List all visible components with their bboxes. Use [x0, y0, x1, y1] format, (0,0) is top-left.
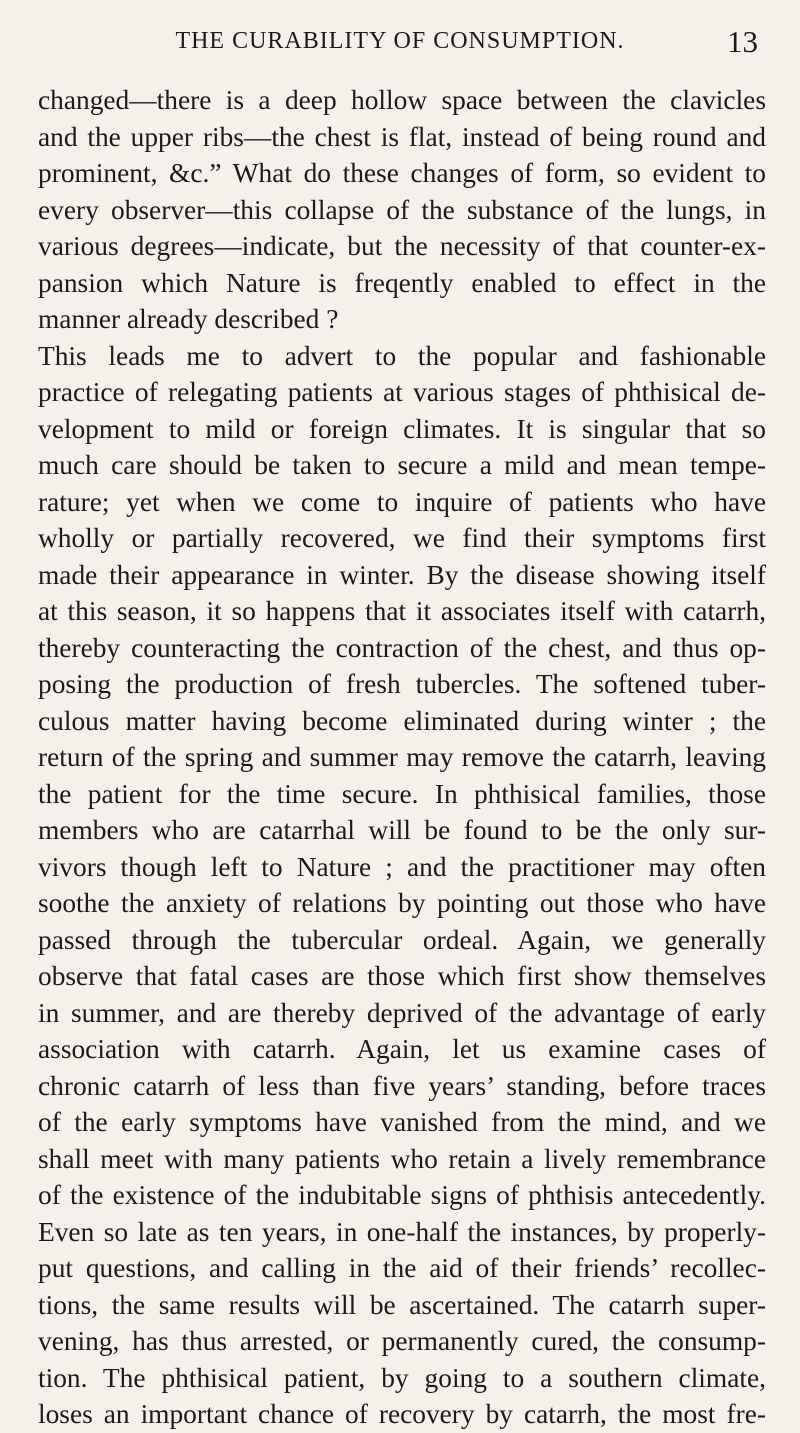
text-line: pansion which Nature is freqently enabled to effect in the [38, 267, 766, 298]
text-line: observe that fatal cases are those which first show themselves [38, 961, 766, 991]
text-line: of the early symptoms have vanished from the mind, and we [38, 1107, 766, 1137]
page-number: 13 [727, 24, 758, 59]
text-line: soothe the anxiety of relations by pointing out those who have [38, 888, 766, 918]
text-line: put questions, and calling in the aid of their friends’ recollec- [38, 1253, 766, 1283]
text-line: practice of relegating patients at various stages of phthisical de- [38, 377, 766, 407]
text-line: rature; yet when we come to inquire of patients who have [38, 486, 766, 517]
running-title: THE CURABILITY OF CONSUMPTION. [175, 28, 625, 54]
text-line: and the upper ribs—the chest is flat, instead of being round and [38, 121, 766, 152]
text-line: tions, the same results will be ascertained. The catarrh super- [38, 1289, 766, 1320]
text-line: much care should be taken to secure a mild and mean tempe- [38, 450, 766, 480]
text-line: chronic catarrh of less than five years’ standing, before traces [38, 1070, 766, 1101]
running-head [40, 24, 760, 68]
text-line: return of the spring and summer may remove the catarrh, leaving [38, 742, 766, 772]
text-line: This leads me to advert to the popular and fashionable [38, 340, 766, 371]
text-line: Even so late as ten years, in one-half the instances, by properly- [38, 1216, 766, 1247]
body-text [38, 82, 766, 1433]
text-line: at this season, it so happens that it associates itself with catarrh, [38, 596, 766, 626]
text-line: manner already described ? [38, 304, 339, 334]
text-line: the patient for the time secure. In phthisical families, those [38, 778, 766, 809]
text-line: wholly or partially recovered, we find their symptoms first [38, 523, 766, 553]
text-line: thereby counteracting the contraction of the chest, and thus op- [38, 632, 766, 663]
text-line: members who are catarrhal will be found to be the only sur- [38, 815, 766, 845]
text-line: tion. The phthisical patient, by going to a southern climate, [38, 1362, 766, 1393]
text-line: every observer—this collapse of the substance of the lungs, in [38, 194, 766, 225]
text-line: prominent, &c.” What do these changes of form, so evident to [38, 158, 766, 188]
text-line: association with catarrh. Again, let us examine cases of [38, 1034, 766, 1064]
text-line: changed—there is a deep hollow space between the clavicles [38, 85, 766, 115]
text-line: in summer, and are thereby deprived of the advantage of early [38, 997, 766, 1028]
text-line: of the existence of the indubitable signs of phthisis antecedently. [38, 1180, 766, 1210]
text-line: velopment to mild or foreign climates. It is singular that so [38, 413, 766, 444]
text-line: culous matter having become eliminated during winter ; the [38, 705, 766, 736]
text-line: shall meet with many patients who retain a lively remembrance [38, 1143, 766, 1174]
text-line: various degrees—indicate, but the necessity of that counter-ex- [38, 231, 766, 261]
text-line: made their appearance in winter. By the disease showing itself [38, 559, 766, 590]
text-line: vening, has thus arrested, or permanently cured, the consump- [38, 1326, 766, 1356]
text-line: posing the production of fresh tubercles. The softened tuber- [38, 669, 766, 699]
text-line: loses an important chance of recovery by catarrh, the most fre- [38, 1399, 766, 1429]
text-line: vivors though left to Nature ; and the practitioner may often [38, 851, 766, 882]
text-line: passed through the tubercular ordeal. Again, we generally [38, 924, 766, 955]
